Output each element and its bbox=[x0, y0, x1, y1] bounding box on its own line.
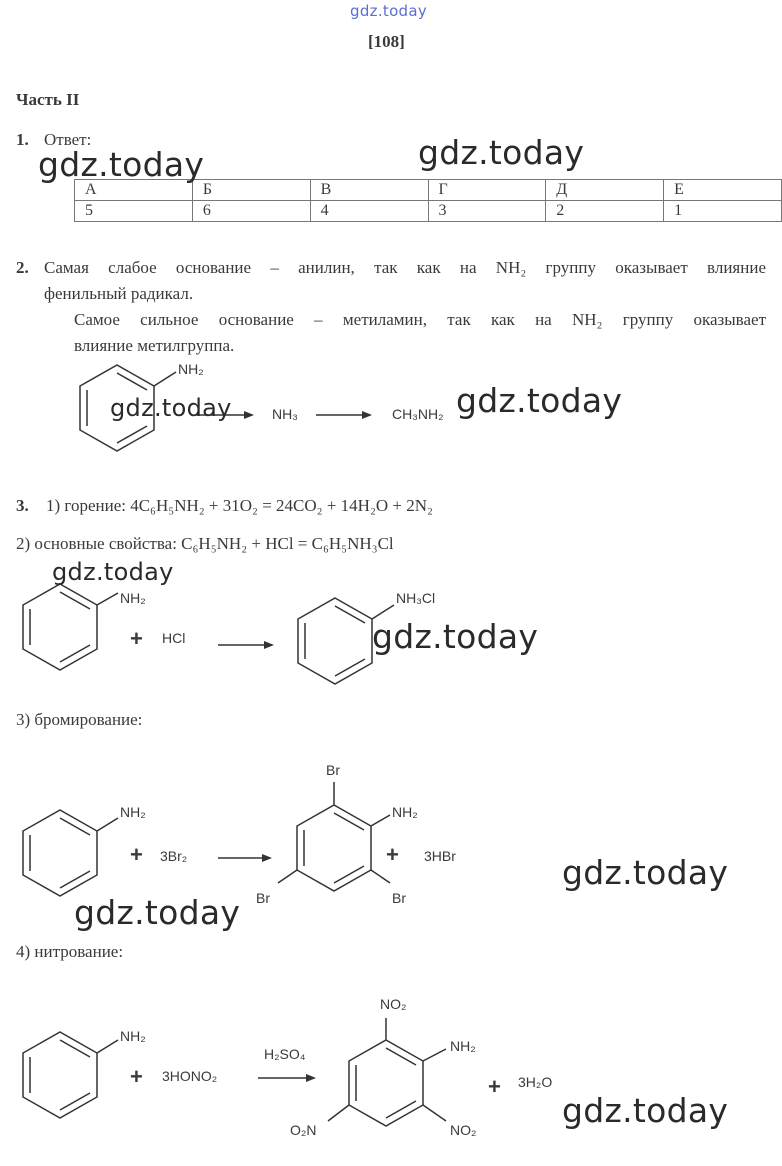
q3-number: 3. bbox=[16, 496, 29, 515]
arrow-brom bbox=[218, 854, 272, 862]
br-left-label: Br bbox=[256, 890, 270, 906]
q2-line2: фенильный радикал. bbox=[44, 284, 194, 303]
nitr-product-group: NH₂ bbox=[450, 1038, 476, 1054]
br-top-label: Br bbox=[326, 762, 340, 778]
plus-sign: + bbox=[130, 626, 143, 651]
watermark: gdz.today bbox=[372, 617, 539, 656]
watermark: gdz.today bbox=[38, 145, 205, 184]
table-cell: Д bbox=[546, 180, 664, 201]
catalyst-label: H₂SO₄ bbox=[264, 1046, 306, 1062]
watermark: gdz.today bbox=[562, 853, 729, 892]
watermark: gdz.today bbox=[74, 893, 241, 932]
watermark: gdz.today bbox=[456, 381, 623, 420]
hbr-label: 3HBr bbox=[424, 848, 456, 864]
q2-number: 2. bbox=[16, 258, 29, 277]
nitration-label: 4) нитрование: bbox=[16, 942, 124, 961]
part-title: Часть II bbox=[16, 90, 80, 109]
table-cell: А bbox=[75, 180, 193, 201]
watermark: gdz.today bbox=[52, 558, 174, 586]
page-number: [108] bbox=[368, 32, 405, 51]
table-cell: Г bbox=[428, 180, 546, 201]
methylamine-label: CH₃NH₂ bbox=[392, 406, 444, 422]
q2-line4: влияние метилгруппа. bbox=[74, 336, 235, 355]
benzene-ring-nitr-reactant bbox=[23, 1032, 118, 1118]
no2-right-label: NO₂ bbox=[450, 1122, 477, 1138]
plus-sign: + bbox=[130, 842, 143, 867]
arrow-basic bbox=[218, 641, 274, 649]
benzene-ring-nitr-product bbox=[328, 1018, 446, 1126]
watermark: gdz.today bbox=[418, 133, 585, 172]
benzene-ring-basic-reactant bbox=[23, 584, 118, 670]
watermark: gdz.today bbox=[110, 394, 232, 422]
bromination-label: 3) бромирование: bbox=[16, 710, 143, 729]
basic-product-group: NH₃Cl bbox=[396, 590, 436, 606]
brom-reactant-group: NH₂ bbox=[120, 804, 146, 820]
watermark: gdz.today bbox=[562, 1091, 729, 1130]
nitric-acid-label: 3HONO₂ bbox=[162, 1068, 218, 1084]
aniline-group-label: NH₂ bbox=[178, 361, 204, 377]
table-cell: 5 bbox=[75, 201, 193, 222]
plus-sign: + bbox=[386, 842, 399, 867]
basic-reactant-group: NH₂ bbox=[120, 590, 146, 606]
bromine-label: 3Br₂ bbox=[160, 848, 188, 864]
q2-line1: Самая слабое основание – анилин, так как на NH₂ группу оказывает влияние bbox=[44, 258, 766, 277]
table-cell: Е bbox=[664, 180, 782, 201]
table-cell: 4 bbox=[310, 201, 428, 222]
nitr-reactant-group: NH₂ bbox=[120, 1028, 146, 1044]
benzene-ring-brom-product bbox=[278, 782, 390, 891]
combustion-equation: 1) горение: 4C₆H₅NH₂ + 31O₂ = 24CO₂ + 14H₂O + 2N₂ bbox=[46, 496, 433, 515]
table-cell: 6 bbox=[192, 201, 310, 222]
ammonia-label: NH₃ bbox=[272, 406, 298, 422]
table-cell: 2 bbox=[546, 201, 664, 222]
basic-properties-equation: 2) основные свойства: C₆H₅NH₂ + HCl = C₆H₅NH₃Cl bbox=[16, 534, 394, 553]
o2n-left-label: O₂N bbox=[290, 1122, 317, 1138]
table-cell: В bbox=[310, 180, 428, 201]
arrow-nitr bbox=[258, 1074, 316, 1082]
q2-line3: Самое сильное основание – метиламин, так как на NH₂ группу оказывает bbox=[74, 310, 766, 329]
plus-sign: + bbox=[130, 1064, 143, 1089]
watermark-header: gdz.today bbox=[350, 2, 428, 20]
water-label: 3H₂O bbox=[518, 1074, 553, 1090]
no2-top-label: NO₂ bbox=[380, 996, 407, 1012]
br-right-label: Br bbox=[392, 890, 406, 906]
arrow-q2-2 bbox=[316, 411, 372, 419]
benzene-ring-brom-reactant bbox=[23, 810, 118, 896]
table-cell: 3 bbox=[428, 201, 546, 222]
table-cell: Б bbox=[192, 180, 310, 201]
hcl-label: HCl bbox=[162, 630, 186, 646]
brom-product-group: NH₂ bbox=[392, 804, 418, 820]
q1-number: 1. bbox=[16, 130, 29, 149]
plus-sign: + bbox=[488, 1074, 501, 1099]
table-cell: 1 bbox=[664, 201, 782, 222]
q1-label: Ответ: bbox=[44, 130, 92, 149]
